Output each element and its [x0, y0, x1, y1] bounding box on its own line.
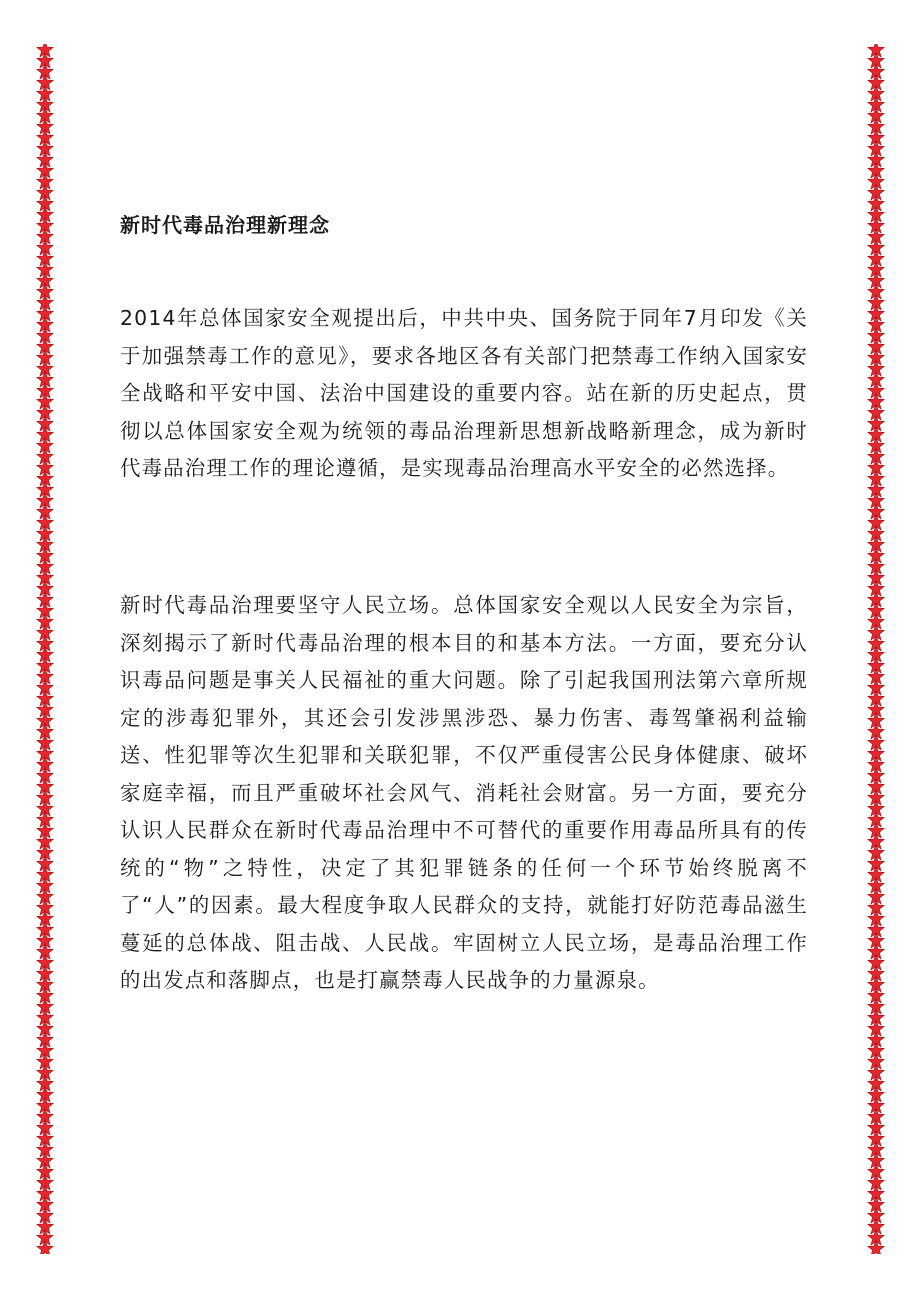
document-body	[120, 210, 808, 1113]
star-icon	[868, 1240, 884, 1254]
paragraph-people-stance: 新时代毒品治理要坚守人民立场。总体国家安全观以人民安全为宗旨，深刻揭示了新时代毒品治理的根本目的和基本方法。一方面，要充分认识毒品问题是事关人民福祉的重大问题。除了引起我国刑法第六章所规定的涉毒犯罪外，其还会引发涉黑涉恐、暴力伤害、毒驾肇祸利益输送、性犯罪等次生犯罪和关联犯罪，不仅严重侵害公民身体健康、破坏家庭幸福，而且严重破坏社会风气、消耗社会财富。另一方面，要充分认识人民群众在新时代毒品治理中不可替代的重要作用毒品所具有的传统的“物”之特性，决定了其犯罪链条的任何一个环节始终脱离不了“人”的因素。最大程度争取人民群众的支持，就能打好防范毒品滋生蔓延的总体战、阻击战、人民战。牢固树立人民立场，是毒品治理工作的出发点和落脚点，也是打赢禁毒人民战争的力量源泉。	[120, 593, 808, 992]
document-title: 新时代毒品治理新理念	[120, 213, 330, 237]
star-icon	[37, 1240, 53, 1254]
paragraph-national-security: 2014年总体国家安全观提出后，中共中央、国务院于同年7月印发《关于加强禁毒工作的意见》，要求各地区各有关部门把禁毒工作纳入国家安全战略和平安中国、法治中国建设的重要内容。站在新的历史起点，贯彻以总体国家安全观为统领的毒品治理新思想新战略新理念，成为新时代毒品治理工作的理论遵循，是实现毒品治理高水平安全的必然选择。	[120, 306, 808, 480]
left-star-border	[36, 44, 54, 1254]
right-star-border	[867, 44, 885, 1254]
